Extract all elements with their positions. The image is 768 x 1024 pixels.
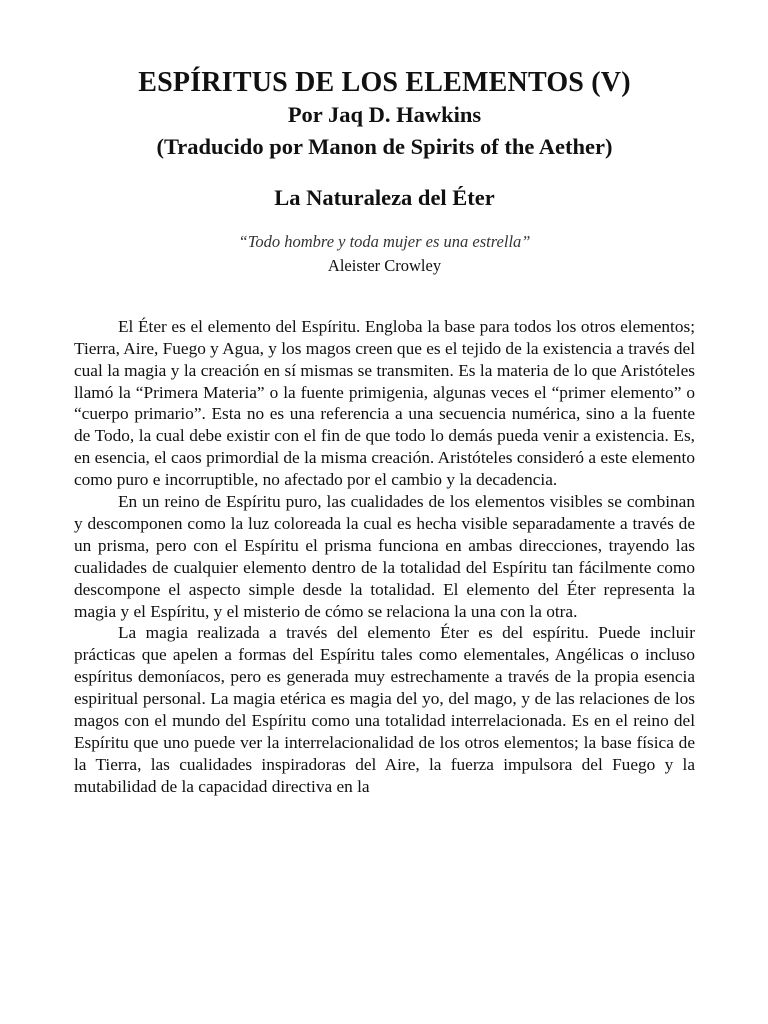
epigraph-attribution: Aleister Crowley (327, 255, 442, 275)
translator-line: (Traducido por Manon de Spirits of the Aether) (156, 133, 613, 159)
section-title: La Naturaleza del Éter (274, 184, 495, 210)
epigraph-quote: “Todo hombre y toda mujer es una estrella” (238, 231, 531, 251)
paragraph: El Éter es el elemento del Espíritu. Engloba la base para todos los otros elementos; Tierra, Aire, Fuego y Agua, y los magos creen que es el tejido de la existencia a través del cual la magia y la creación en sí mismas se transmiten. Es la materia de lo que Aristóteles llamó la “Primera Materia” o la fuente primigenia, algunas veces el “primer elemento” o “cuerpo primario”. Esta no es una referencia a una secuencia numérica, sino a la fuente de Todo, la cual debe existir con el fin de que todo lo demás pueda venir a existencia. Es, en esencia, el caos primordial de la misma creación. Aristóteles consideró a este elemento como puro e incorruptible, no afectado por el cambio y la decadencia. (74, 316, 695, 490)
epigraph (74, 230, 695, 278)
paragraph: La magia realizada a través del elemento Éter es del espíritu. Puede incluir prácticas que apelen a formas del Espíritu tales como elementales, Angélicas o incluso espíritus demoníacos, pero es generada muy estrechamente a través de la propia esencia espiritual personal. La magia etérica es magia del yo, del mago, y de las relaciones de los magos con el mundo del Espíritu como una totalidad interrelacionada. Es en el reino del Espíritu que uno puede ver la interrelacionalidad de los otros elementos; la base física de la Tierra, las cualidades inspiradoras del Aire, la fuerza impulsora del Fuego y la mutabilidad de la capacidad directiva en la (74, 623, 695, 796)
author-line: Por Jaq D. Hawkins (287, 101, 482, 127)
paragraph: En un reino de Espíritu puro, las cualidades de los elementos visibles se combinan y descomponen como la luz coloreada la cual es hecha visible separadamente a través de un prisma, pero con el Espíritu el prisma funciona en ambas direcciones, trayendo las cualidades de cualquier elemento dentro de la totalidad del Espíritu tan fácilmente como descompone el aspecto simple desde la totalidad. El elemento del Éter representa la magia y el Espíritu, y el misterio de cómo se relaciona la una con la otra. (74, 492, 695, 621)
body-text (74, 316, 695, 798)
document-title: ESPÍRITUS DE LOS ELEMENTOS (V) (138, 67, 631, 98)
document-page (74, 68, 695, 798)
